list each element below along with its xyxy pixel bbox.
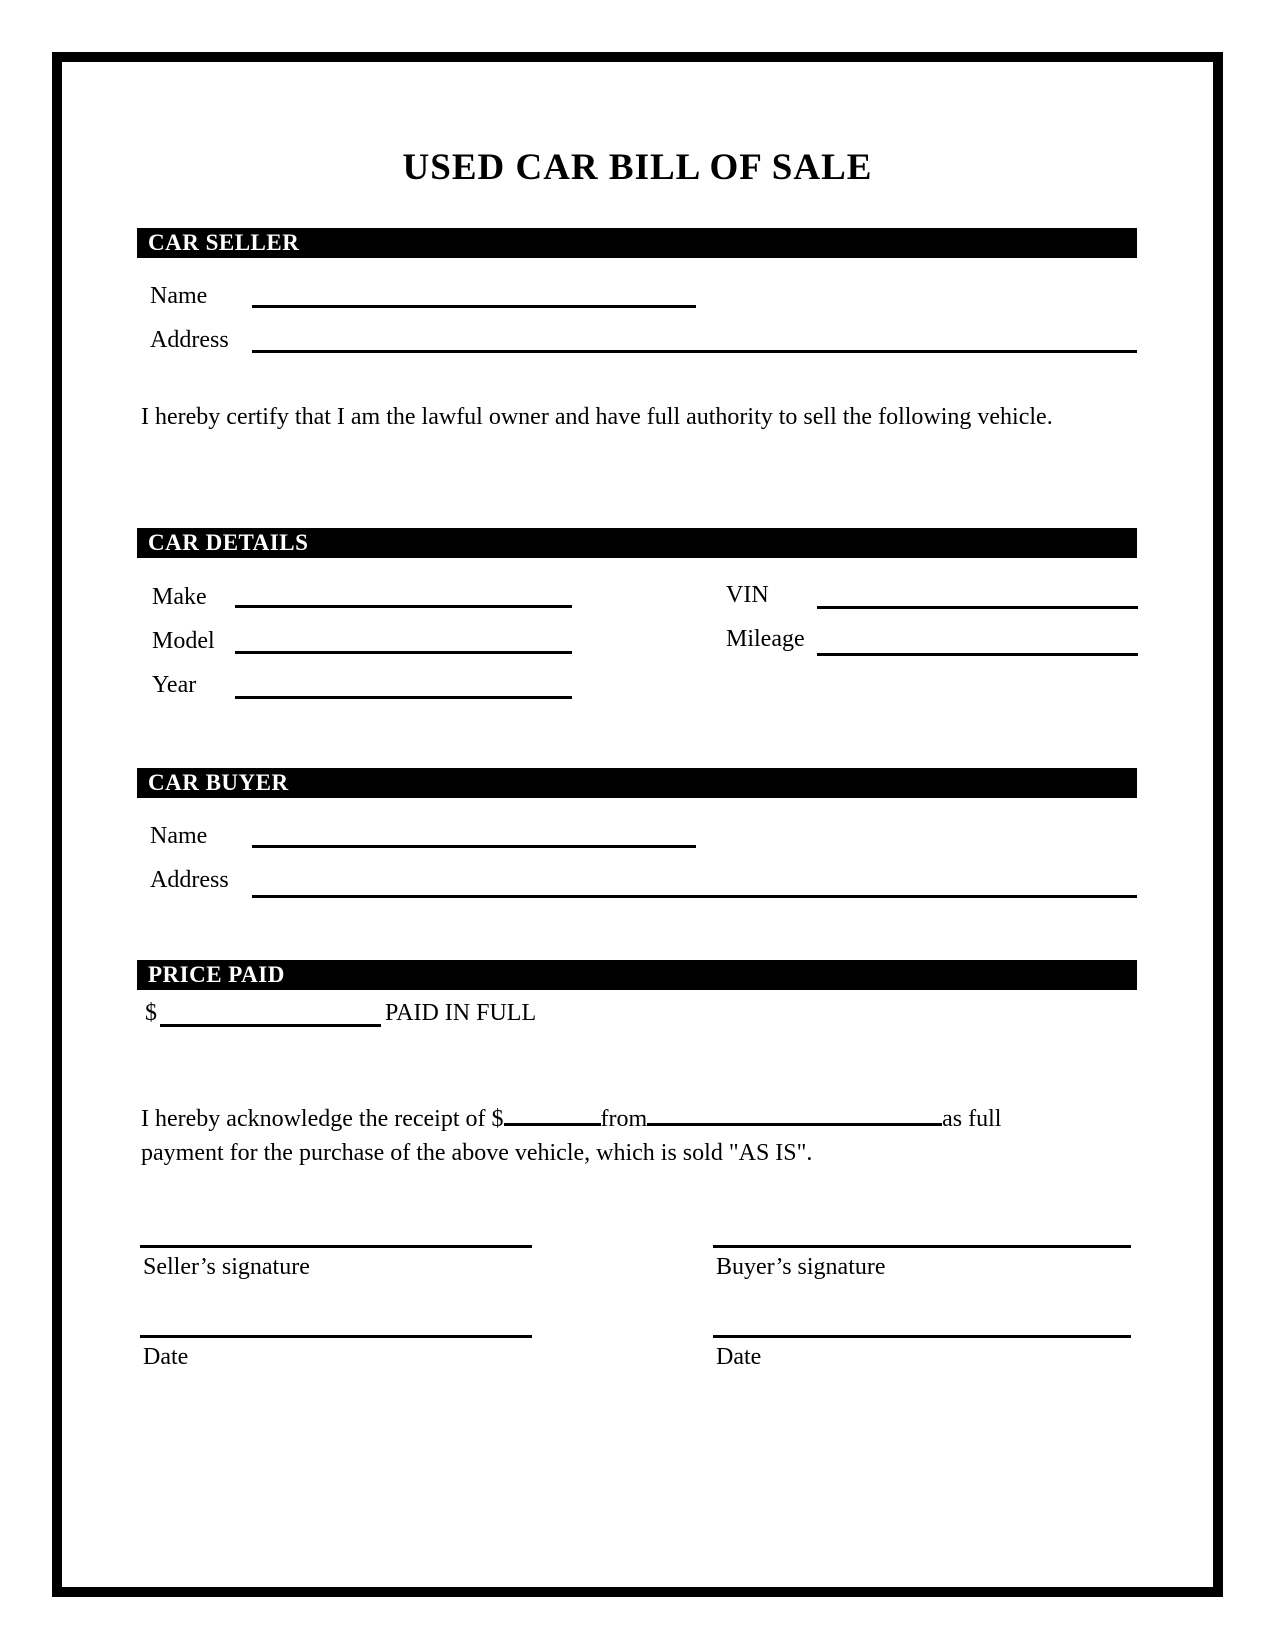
price-currency-symbol: $	[145, 1000, 157, 1026]
receipt-amount-blank[interactable]	[504, 1101, 601, 1126]
seller-address-label: Address	[150, 327, 229, 353]
section-header-car-details: CAR DETAILS	[137, 528, 1137, 558]
buyer-name-label: Name	[150, 823, 208, 849]
seller-date-label: Date	[143, 1344, 189, 1370]
paid-in-full-label: PAID IN FULL	[385, 1000, 537, 1026]
acknowledgement-text-part3: as full payment for the purchase of the above vehicle, which is sold "AS IS".	[141, 1106, 1002, 1166]
seller-certify-text: I hereby certify that I am the lawful owner and have full authority to sell the following vehicle.	[141, 404, 1053, 430]
seller-date-line[interactable]	[140, 1335, 532, 1338]
mileage-label: Mileage	[726, 626, 805, 652]
make-field-line[interactable]	[235, 605, 572, 608]
page-border-frame	[52, 52, 1223, 1597]
seller-signature-label: Seller’s signature	[143, 1254, 310, 1280]
section-header-price-paid: PRICE PAID	[137, 960, 1137, 990]
price-amount-field-line[interactable]	[160, 1024, 381, 1027]
buyer-date-label: Date	[716, 1344, 762, 1370]
model-field-line[interactable]	[235, 651, 572, 654]
seller-name-field-line[interactable]	[252, 305, 696, 308]
year-label: Year	[152, 672, 197, 698]
acknowledgement-text-part2: from	[600, 1106, 648, 1132]
mileage-field-line[interactable]	[817, 653, 1138, 656]
acknowledgement-paragraph	[141, 1101, 1053, 1170]
buyer-address-field-line[interactable]	[252, 895, 1137, 898]
buyer-signature-line[interactable]	[713, 1245, 1131, 1248]
vin-field-line[interactable]	[817, 606, 1138, 609]
make-label: Make	[152, 584, 207, 610]
seller-signature-line[interactable]	[140, 1245, 532, 1248]
buyer-date-line[interactable]	[713, 1335, 1131, 1338]
seller-address-field-line[interactable]	[252, 350, 1137, 353]
buyer-address-label: Address	[150, 867, 229, 893]
year-field-line[interactable]	[235, 696, 572, 699]
section-header-car-buyer: CAR BUYER	[137, 768, 1137, 798]
vin-label: VIN	[726, 582, 769, 608]
payer-name-blank[interactable]	[647, 1101, 942, 1126]
acknowledgement-text-part1: I hereby acknowledge the receipt of $	[141, 1106, 504, 1132]
model-label: Model	[152, 628, 215, 654]
buyer-name-field-line[interactable]	[252, 845, 696, 848]
buyer-signature-label: Buyer’s signature	[716, 1254, 886, 1280]
seller-name-label: Name	[150, 283, 208, 309]
section-header-car-seller: CAR SELLER	[137, 228, 1137, 258]
page-title: USED CAR BILL OF SALE	[402, 147, 873, 188]
